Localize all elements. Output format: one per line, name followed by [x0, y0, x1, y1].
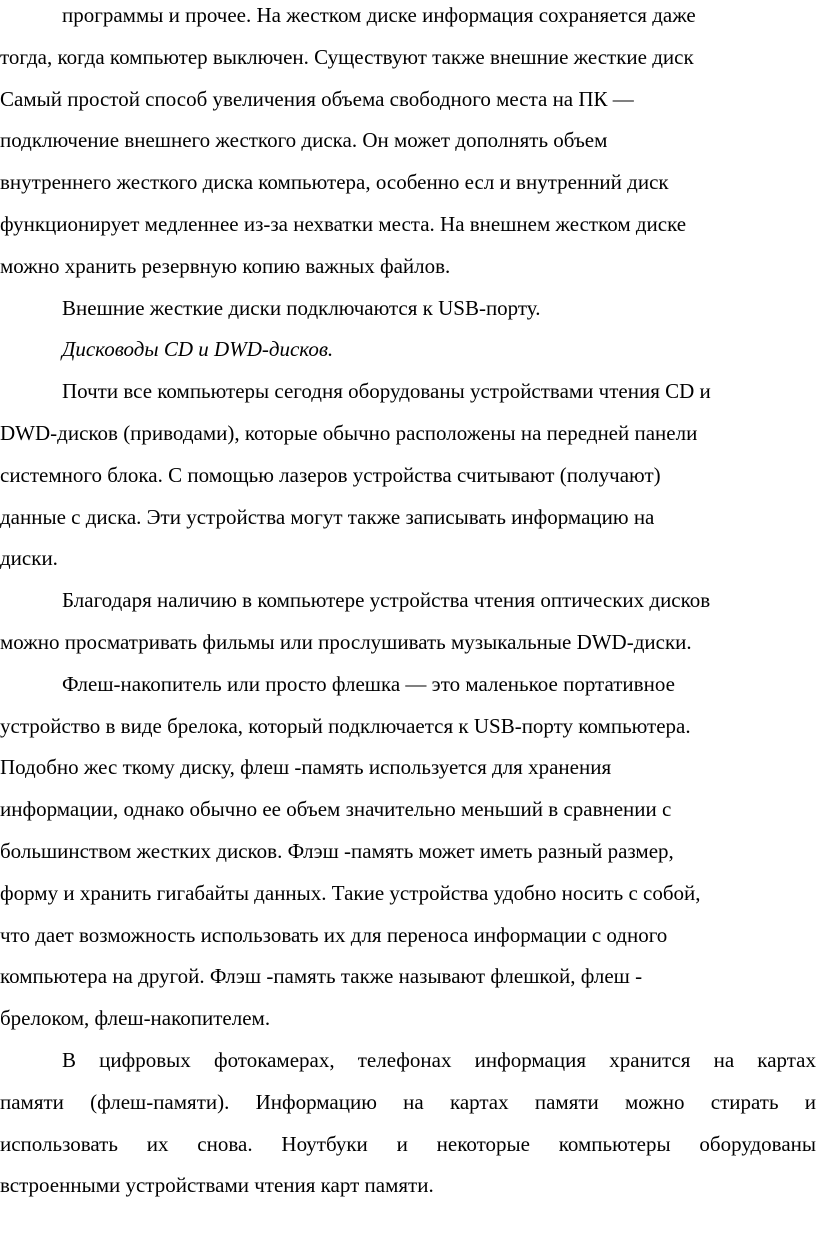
text-line: DWD-дисков (приводами), которые обычно расположены на передней панели [0, 421, 698, 445]
text-line: Почти все компьютеры сегодня оборудованы устройствами чтения CD и [62, 379, 711, 404]
text-line: Внешние жесткие диски подключаются к USB-порту. [62, 295, 541, 320]
text-line: большинством жестких дисков. Флэш -память может иметь разный размер, [0, 839, 674, 863]
text-line: тогда, когда компьютер выключен. Существуют также внешние жесткие диск [0, 44, 694, 69]
text-line: Самый простой способ увеличения объема свободного места на ПК — [0, 86, 634, 111]
text-line: использовать их снова. Ноутбуки и некоторые компьютеры оборудованы [0, 1131, 816, 1156]
text-line: устройство в виде брелока, который подключается к USB-порту компьютера. [0, 713, 691, 738]
text-line: функционирует медленнее из-за нехватки места. На внешнем жестком диске [0, 212, 687, 236]
text-line: внутреннего жесткого диска компьютера, особенно есл и внутренний диск [0, 170, 669, 195]
text-line: Подобно жес ткому диску, флеш -память используется для хранения [0, 755, 612, 780]
text-line: диски. [0, 546, 58, 571]
text-line: В цифровых фотокамерах, телефонах информация хранится на картах [62, 1048, 816, 1072]
text-line: что дает возможность использовать их для переноса информации с одного [0, 922, 668, 947]
text-line: Благодаря наличию в компьютере устройства чтения оптических дисков [62, 588, 711, 613]
text-line: можно хранить резервную копию важных файлов. [0, 253, 451, 278]
text-line: памяти (флеш-памяти). Информацию на картах памяти можно стирать и [0, 1089, 816, 1114]
text-line: компьютера на другой. Флэш -память также называют флешкой, флеш - [0, 964, 643, 989]
text-line: системного блока. С помощью лазеров устройства считывают (получают) [0, 462, 661, 487]
text-line: данные с диска. Эти устройства могут также записывать информацию на [0, 504, 655, 529]
text-line: программы и прочее. На жестком диске информация сохраняется даже [62, 3, 696, 27]
section-heading: Дисководы CD и DWD-дисков. [62, 337, 334, 362]
text-line: Флеш-накопитель или просто флешка — это маленькое портативное [62, 671, 675, 696]
text-line: форму и хранить гигабайты данных. Такие устройства удобно носить с собой, [0, 880, 701, 905]
text-line: информации, однако обычно ее объем значительно меньший в сравнении с [0, 797, 672, 822]
text-line: можно просматривать фильмы или прослушивать музыкальные DWD-диски. [0, 630, 692, 654]
text-line: встроенными устройствами чтения карт памяти. [0, 1173, 434, 1198]
text-line: подключение внешнего жесткого диска. Он может дополнять объем [0, 128, 608, 153]
text-line: брелоком, флеш-накопителем. [0, 1006, 271, 1031]
